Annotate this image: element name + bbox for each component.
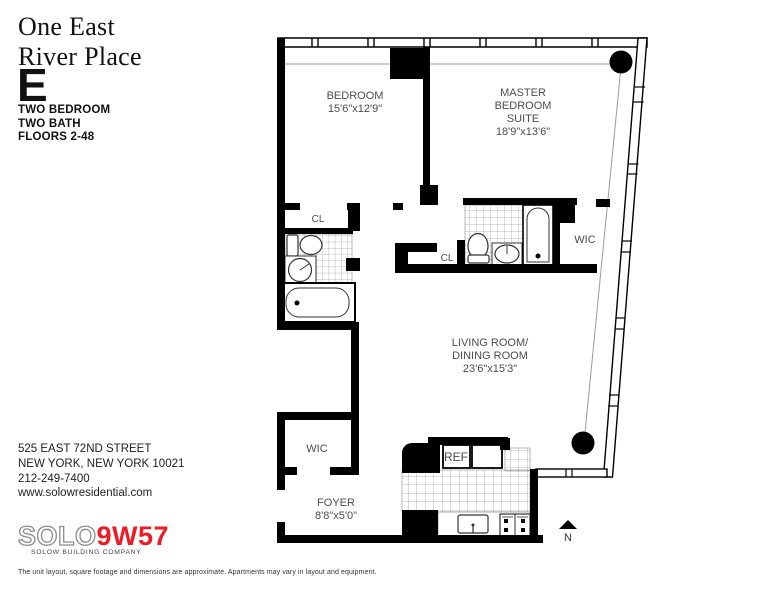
wall-hall-closet-stub — [457, 240, 465, 264]
unit-letter: E — [17, 59, 48, 111]
unit-fact-floors: FLOORS 2-48 — [18, 131, 95, 143]
master-bedroom-label — [495, 87, 552, 138]
closet-label-2: CL — [440, 253, 454, 264]
wall-bath-top — [284, 228, 353, 234]
svg-text:MASTER: MASTER — [500, 87, 546, 99]
stove-icon — [500, 514, 530, 536]
wall-corridor-west — [351, 322, 359, 475]
wall-kitchen-right — [530, 469, 538, 543]
foyer-label — [315, 497, 357, 522]
svg-text:BEDROOM: BEDROOM — [494, 100, 552, 112]
toilet-tank-icon — [468, 255, 489, 263]
unit-fact-bedrooms: TWO BEDROOM — [18, 104, 111, 116]
wall-closet-jamb — [348, 203, 360, 231]
logo-accent-text: 9W57 — [96, 521, 170, 551]
building-title-line1: One East — [18, 12, 115, 41]
toilet-tank-icon — [287, 235, 298, 256]
unit-fact-baths: TWO BATH — [18, 117, 81, 130]
disclaimer-text: The unit layout, square footage and dimensions are approximate. Apartments may vary in layout and equipment. — [18, 569, 377, 576]
window-wall-bottom-right — [536, 469, 607, 477]
address-line2: NEW YORK, NEW YORK 10021 — [18, 457, 185, 470]
north-arrow-icon — [559, 520, 577, 529]
north-arrow — [559, 520, 577, 544]
wall-hall-closet-top — [395, 243, 437, 252]
wall-foyer-left — [277, 412, 285, 490]
closet-label-1: CL — [311, 214, 325, 225]
wic-label-2: WIC — [574, 234, 596, 246]
wall-wic-top — [277, 412, 359, 420]
living-dining-dims: 23'6"x15'3" — [462, 363, 518, 375]
svg-text:LIVING ROOM/: LIVING ROOM/ — [451, 337, 529, 349]
logo-outline-text: SOLO — [18, 521, 97, 551]
wall-master-hall-stub — [420, 185, 438, 205]
wall-bottom — [277, 535, 543, 543]
toilet-bowl-icon — [300, 236, 322, 255]
phone-number: 212-249-7400 — [18, 472, 90, 485]
living-dining-label — [452, 337, 529, 375]
wall-left-exterior — [277, 38, 285, 330]
window-wall-right-slanted — [604, 38, 648, 477]
wall-kitchen-stub — [500, 438, 510, 450]
website-url: www.solowresidential.com — [18, 487, 153, 500]
pantry-cabinet — [472, 445, 502, 468]
wic-label-1: WIC — [306, 443, 328, 455]
kitchen-lower-block — [402, 510, 438, 537]
wall-kitchen-top — [428, 437, 508, 445]
window-wall-top — [278, 38, 647, 47]
address-line1: 525 EAST 72ND STREET — [18, 443, 152, 455]
hall-bathroom — [281, 234, 355, 322]
bedroom-dims: 15'6"x12'9" — [327, 103, 383, 115]
svg-text:FOYER: FOYER — [317, 497, 355, 509]
wall-bedroom-bottom-3 — [393, 203, 403, 210]
svg-text:BEDROOM: BEDROOM — [326, 90, 384, 102]
master-bedroom-dims: 18'9"x13'6" — [495, 126, 551, 138]
wall-bedroom-bottom-1 — [277, 203, 300, 210]
wall-master-suite-bottom — [460, 264, 597, 273]
foyer-dims: 8'8"x5'0" — [315, 510, 357, 522]
wall-wic2-left — [553, 198, 560, 265]
bedroom-label — [327, 90, 384, 115]
wall-wic-bottom-left — [277, 467, 297, 475]
svg-text:SUITE: SUITE — [506, 113, 540, 125]
svg-text:DINING ROOM: DINING ROOM — [452, 350, 528, 362]
wall-bath-door-jamb — [346, 258, 360, 271]
column-bottom-right — [572, 432, 595, 455]
kitchen-corner-block — [402, 443, 440, 473]
shaft-block — [390, 48, 430, 79]
wall-bath-bottom — [277, 322, 358, 330]
wall-hall-closet-bottom — [395, 264, 465, 273]
building-title-line2: River Place — [18, 42, 142, 71]
wall-wic-bottom-right — [330, 467, 359, 475]
refrigerator-label: REF — [444, 450, 468, 464]
north-label: N — [564, 532, 572, 544]
master-bathroom — [465, 205, 553, 265]
column-top-right — [610, 51, 633, 74]
wall-wic2-top-right — [596, 199, 610, 207]
logo-tagline: SOLOW BUILDING COMPANY — [31, 549, 142, 556]
